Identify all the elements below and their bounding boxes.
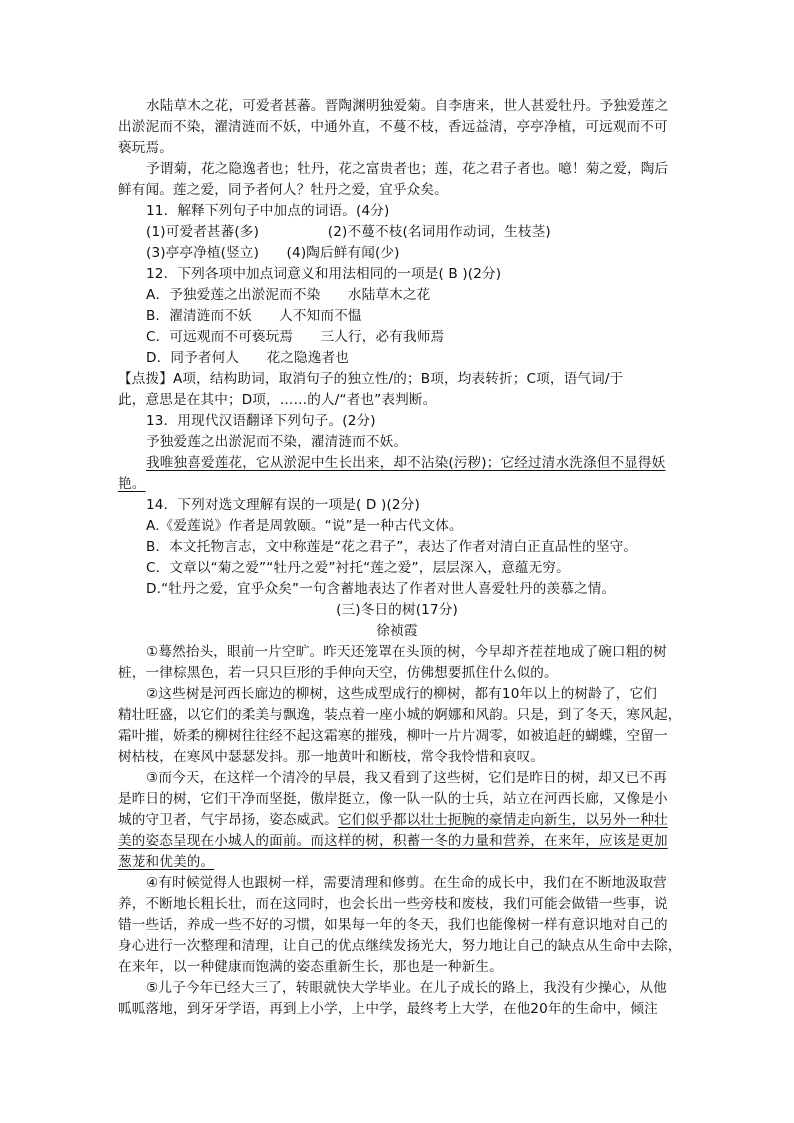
underlined-sentence: 美的姿态呈现在小城人的面前。而这样的树，积蓄一冬的力量和营养，在来年，应该是更加 [118,833,668,849]
paragraph-5: 呱呱落地，到牙牙学语，再到上小学，上中学，最终考上大学，在他20年的生命中，倾注 [118,1001,658,1017]
option-a: A．予独爱莲之出淤泥而不染 水陆草木之花 [146,287,431,303]
text-line: 出淤泥而不染，濯清涟而不妖，中通外直，不蔓不枝，香远益清，亭亭净植，可远观而不可 [118,119,668,135]
section-title: (三)冬日的树(17分) [336,602,458,618]
hint-line: 【点拨】A项，结构助词，取消句子的独立性/的；B项，均表转折；C项，语气词/于 [118,371,624,387]
question-14: 14．下列对选文理解有误的一项是( D )(2分) [146,497,420,513]
paragraph-2: ②这些树是河西长廊边的柳树，这些成型成行的柳树，都有10年以上的树龄了，它们 [146,686,657,702]
author-name: 徐祯霞 [376,623,418,639]
option-c: C．文章以“菊之爱”“牡丹之爱”衬托“莲之爱”，层层深入，意蕴无穷。 [146,560,570,576]
translation-answer: 我唯独喜爱莲花，它从淤泥中生长出来，却不沾染(污秽)；它经过清水洗涤但不显得妖 [146,455,666,471]
text-line: 鲜有闻。莲之爱，同予者何人？牡丹之爱，宜乎众矣。 [118,182,448,198]
paragraph-3: 是昨日的树，它们干净而坚挺，傲岸挺立，像一队一队的士兵，站立在河西长廊，又像是小 [118,791,668,807]
text-line: 亵玩焉。 [118,140,173,156]
paragraph-2: 精壮旺盛，以它们的柔美与飘逸，装点着一座小城的婀娜和风韵。只是，到了冬天，寒风起， [118,707,682,723]
question-12: 12．下列各项中加点词意义和用法相同的一项是( B )(2分) [146,266,502,282]
paragraph-4: 养，不断地长粗长壮，而在这同时，也会长出一些旁枝和废枝，我们可能会做错一些事，说 [118,896,668,912]
paragraph-3 [118,810,668,830]
question-11: 11．解释下列句子中加点的词语。(4分) [146,203,390,219]
paragraph-2: 树枯枝，在寒风中瑟瑟发抖。那一地黄叶和断枝，常令我怜惜和哀叹。 [118,749,545,765]
translation-answer: 艳。 [118,476,146,492]
paragraph-4: 在来年，以一种健康而饱满的姿态重新生长，那也是一种新生。 [118,959,503,975]
paragraph-1: ①蓦然抬头，眼前一片空旷。昨天还笼罩在头顶的树，今早却齐茬茬地成了碗口粗的树 [146,644,667,660]
option-b: B．本文托物言志，文中称莲是“花之君子”，表达了作者对清白正直品性的坚守。 [146,539,638,555]
question-13: 13．用现代汉语翻译下列句子。(2分) [146,413,376,429]
text-line: 予谓菊，花之隐逸者也；牡丹，花之富贵者也；莲，花之君子者也。噫！菊之爱，陶后 [146,161,669,177]
option-a: A.《爱莲说》作者是周敦颐。“说”是一种古代文体。 [146,518,463,534]
option-b: B．濯清涟而不妖 人不知而不愠 [146,308,362,324]
source-sentence: 予独爱莲之出淤泥而不染，濯清涟而不妖。 [146,434,408,450]
text-line: 水陆草木之花，可爱者甚蕃。晋陶渊明独爱菊。自李唐来，世人甚爱牡丹。予独爱莲之 [146,98,669,114]
option-d: D.“牡丹之爱，宜乎众矣”一句含蓄地表达了作者对世人喜爱牡丹的羡慕之情。 [146,581,616,597]
option-c: C．可远观而不可亵玩焉 三人行，必有我师焉 [146,329,445,345]
paragraph-3: ③而今天，在这样一个清冷的早晨，我又看到了这些树，它们是昨日的树，却又已不再 [146,770,667,786]
hint-line: 此，意思是在其中；D项，……的人/“者也”表判断。 [118,392,437,408]
underlined-sentence: 它们似乎都以壮士扼腕的豪情走向新生，以另外一种壮 [337,812,668,828]
paragraph-4: 错一些话，养成一些不好的习惯，如果每一年的冬天，我们也能像树一样有意识地对自己的 [118,917,668,933]
underlined-sentence: 葱茏和优美的。 [118,854,215,870]
paragraph-4: 身心进行一次整理和清理，让自己的优点继续发扬光大，努力地让自己的缺点从生命中去除， [118,938,682,954]
paragraph-1: 桩，一律棕黑色，若一只只巨形的手伸向天空，仿佛想要抓住什么似的。 [118,665,558,681]
paragraph-4: ④有时候觉得人也跟树一样，需要清理和修剪。在生命的成长中，我们在不断地汲取营 [146,875,667,891]
option-d: D．同予者何人 花之隐逸者也 [146,350,350,366]
paragraph-5: ⑤儿子今年已经大三了，转眼就快大学毕业。在儿子成长的路上，我没有少操心，从他 [146,980,667,996]
paragraph-3-text: 城的守卫者，气宇昂扬，姿态威武。 [118,812,338,828]
paragraph-2: 霜叶摧，娇柔的柳树往往经不起这霜寒的摧残，柳叶一片片凋零，如被追赶的蝴蝶，空留一 [118,728,668,744]
answer-line: (3)亭亭净植(竖立) (4)陶后鲜有闻(少) [146,245,400,261]
answer-line: (1)可爱者甚蕃(多) (2)不蔓不枝(名词用作动词，生枝茎) [146,224,551,240]
